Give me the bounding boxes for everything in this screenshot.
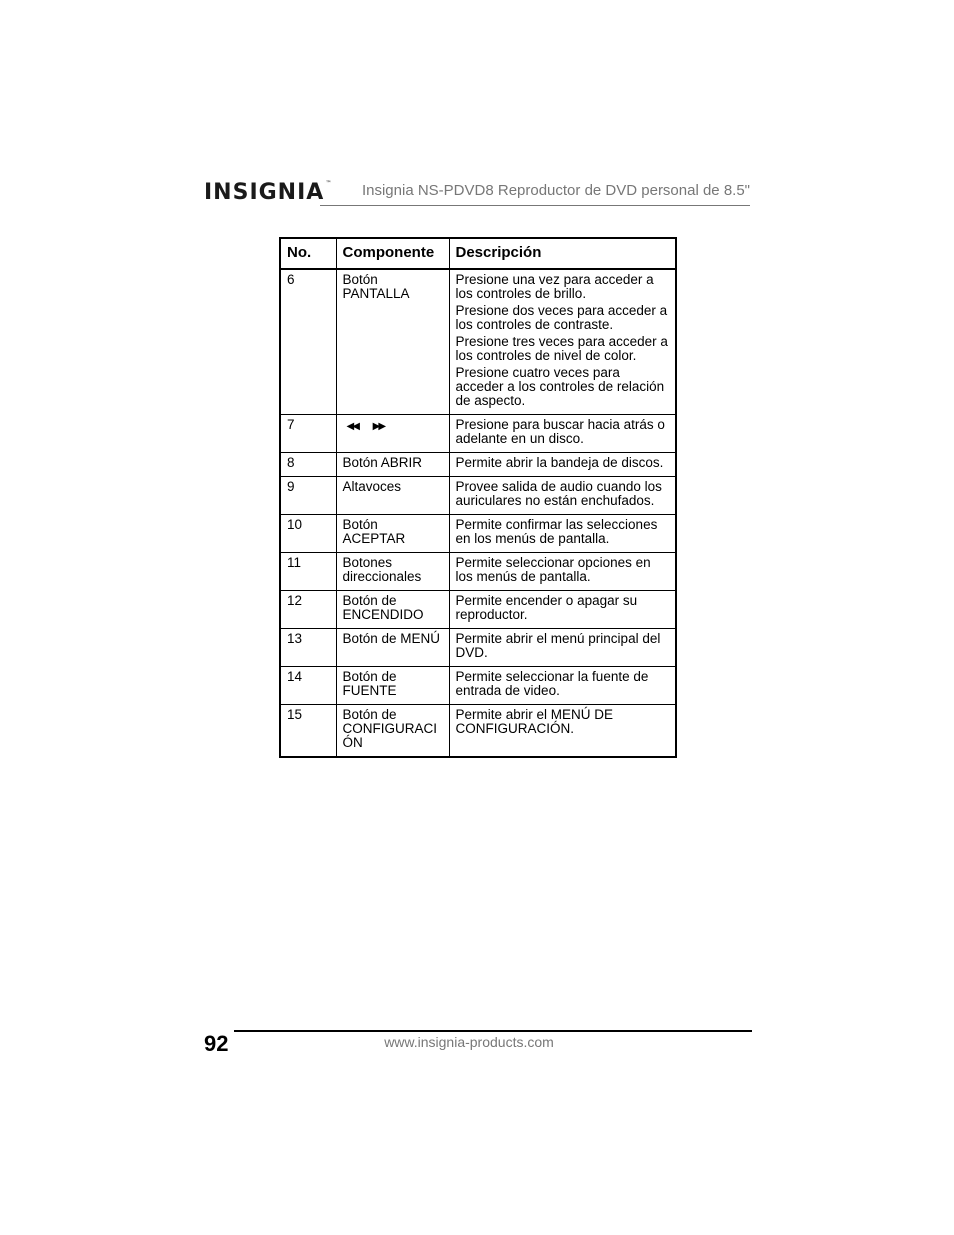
component-cell: Botón ACEPTAR [336, 515, 449, 553]
table-row [280, 591, 676, 629]
page-number: 92 [204, 1031, 229, 1056]
component-cell: Botón de FUENTE [336, 667, 449, 705]
header-rule [320, 205, 750, 206]
table-row [280, 415, 676, 453]
component-cell [336, 415, 449, 453]
footer-rule [234, 1030, 752, 1032]
insignia-logo: INSIGNIA™ [204, 180, 333, 205]
row-number: 7 [280, 415, 336, 453]
footer-url: www.insignia-products.com [384, 1034, 554, 1050]
row-number: 9 [280, 477, 336, 515]
description-cell: Permite abrir el menú principal del DVD. [449, 629, 676, 667]
row-number: 12 [280, 591, 336, 629]
fast-forward-icon: ▶▶ [372, 421, 385, 432]
column-header-description: Descripción [449, 238, 676, 269]
row-number: 15 [280, 705, 336, 758]
description-cell: Permite confirmar las selecciones en los menús de pantalla. [449, 515, 676, 553]
table-row [280, 515, 676, 553]
description-cell: Permite abrir el MENÚ DE CONFIGURACIÓN. [449, 705, 676, 758]
rewind-icon: ◀◀ [346, 421, 358, 432]
row-number: 8 [280, 453, 336, 477]
column-header-no: No. [280, 238, 336, 269]
table-row [280, 553, 676, 591]
column-header-component: Componente [336, 238, 449, 269]
description-cell: Permite encender o apagar su reproductor. [449, 591, 676, 629]
component-cell: Botón de CONFIGURACI ÓN [336, 705, 449, 758]
table-row [280, 705, 676, 758]
table-row [280, 667, 676, 705]
description-cell: Presione una vez para acceder a los controles de brillo. Presione dos veces para acceder a los controles de contraste. Presione tres veces para acceder a los controles de nivel de color. Presione cuatro veces para acceder a los controles de relación de aspecto. [449, 269, 676, 415]
component-cell: Botón de ENCENDIDO [336, 591, 449, 629]
component-cell: Botones direccionales [336, 553, 449, 591]
description-cell: Permite seleccionar la fuente de entrada de video. [449, 667, 676, 705]
table-row [280, 477, 676, 515]
row-number: 6 [280, 269, 336, 415]
component-cell: Botón de MENÚ [336, 629, 449, 667]
table-header-row [280, 238, 676, 269]
row-number: 13 [280, 629, 336, 667]
document-title: Insignia NS-PDVD8 Reproductor de DVD personal de 8.5" [361, 182, 750, 199]
component-cell: Botón ABRIR [336, 453, 449, 477]
description-cell: Permite abrir la bandeja de discos. [449, 453, 676, 477]
description-cell: Permite seleccionar opciones en los menús de pantalla. [449, 553, 676, 591]
description-cell: Presione para buscar hacia atrás o adelante en un disco. [449, 415, 676, 453]
table-row [280, 269, 676, 415]
row-number: 14 [280, 667, 336, 705]
table-row [280, 453, 676, 477]
component-cell: Botón PANTALLA [336, 269, 449, 415]
component-table [279, 237, 677, 758]
row-number: 11 [280, 553, 336, 591]
table-row [280, 629, 676, 667]
component-cell: Altavoces [336, 477, 449, 515]
row-number: 10 [280, 515, 336, 553]
description-cell: Provee salida de audio cuando los auriculares no están enchufados. [449, 477, 676, 515]
